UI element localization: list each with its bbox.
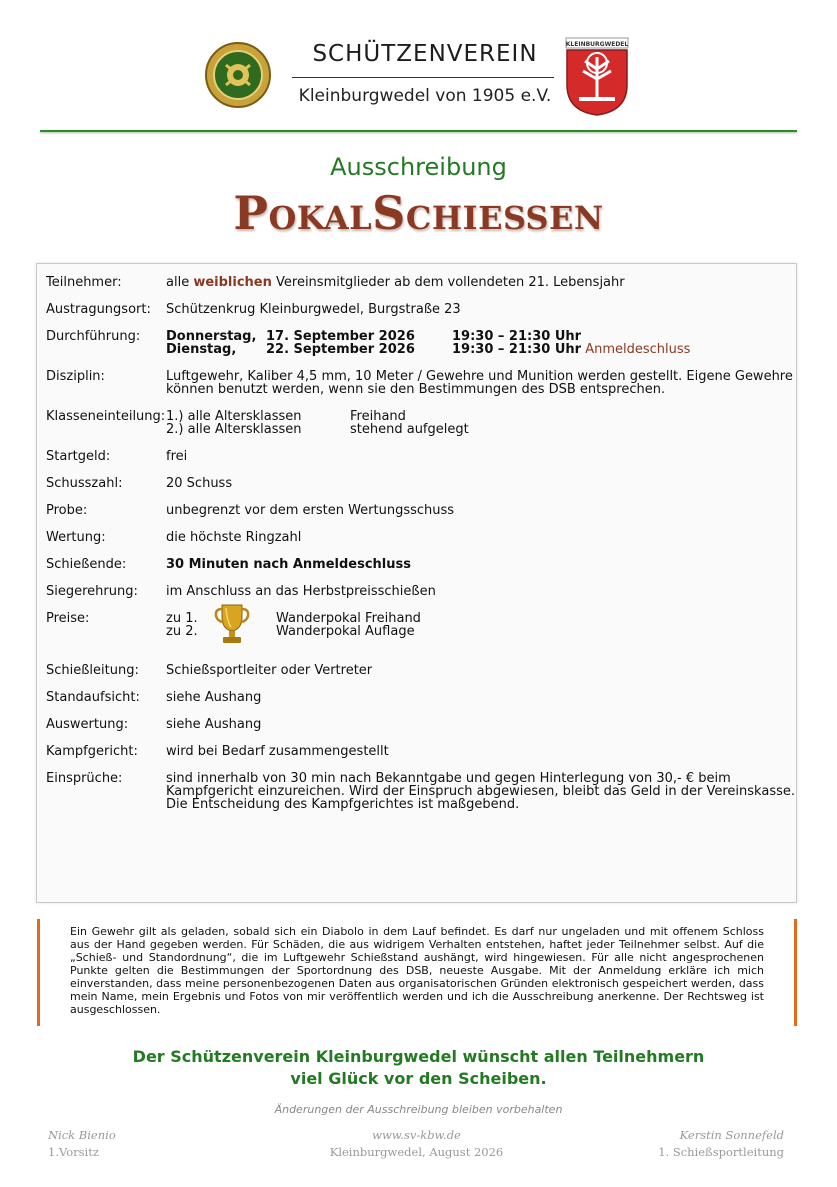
label-objections: Einsprüche: [46, 771, 123, 786]
registration-deadline: Anmeldeschluss [585, 342, 691, 357]
club-seal-icon [204, 37, 272, 117]
value-fee: frei [166, 449, 188, 464]
label-practice: Probe: [46, 503, 88, 518]
disclaimer-text: Ein Gewehr gilt als geladen, sobald sich ein Diabolo in dem Lauf befindet. Es darf nur ungeladen und mit offenem Schloss aus der Hand gegeben werden. Für Schäden, die aus widrigem Verhalten entstehen, haftet jeder Teilnehmer selbst. Auf die „Schieß- und Standordnung“, die im Luftgewehr Schießstand aushängt, wird hingewiesen. Für alle nicht angesprochenen Punkte gelten die Bestimmungen der Sportordnung des DSB, neueste Ausgabe. Mit der Anmeldung erkläre ich mich einverstanden, dass meine personenbezogenen Daten aus organisatorischen Gründen elektronisch gespeichert werden, dass mein Name, mein Ergebnis und Fotos von mir veröffentlich werden und ich die Ausschreibung anerkenne. Der Rechtsweg ist ausgeschlossen. [70, 925, 764, 1016]
label-lead: Schießleitung: [46, 663, 139, 678]
value-discipline-2: können benutzt werden, wenn sie den Bestimmungen des DSB entsprechen. [166, 382, 666, 397]
signer-right-role: 1. Schießsportleitung [658, 1145, 784, 1159]
value-end: 30 Minuten nach Anmeldeschluss [166, 557, 411, 572]
value-lead: Schießsportleiter oder Vertreter [166, 663, 373, 678]
label-classes: Klasseneinteilung: [46, 409, 166, 424]
crest-label: KLEINBURGWEDEL [565, 41, 629, 48]
participants-pre: alle [166, 275, 194, 290]
label-end: Schießende: [46, 557, 127, 572]
header-rule [40, 130, 797, 132]
prize-name: Wanderpokal Auflage [276, 624, 415, 639]
schedule-time: 19:30 – 21:30 Uhr [452, 342, 582, 357]
club-name: SCHÜTZENVEREIN [312, 41, 538, 67]
prize-2 [166, 624, 415, 639]
label-participants: Teilnehmer: [46, 275, 122, 290]
value-shots: 20 Schuss [166, 476, 233, 491]
label-scoring: Wertung: [46, 530, 106, 545]
schedule-day: Donnerstag, [166, 329, 257, 344]
participants-highlight: weiblichen [193, 275, 272, 290]
value-practice: unbegrenzt vor dem ersten Wertungsschuss [166, 503, 455, 518]
value-supervision: siehe Aushang [166, 690, 262, 705]
schedule-day: Dienstag, [166, 342, 237, 357]
header-divider [292, 77, 554, 78]
announcement-title: Ausschreibung [330, 153, 507, 181]
value-evaluation: siehe Aushang [166, 717, 262, 732]
footer-center [250, 1127, 583, 1161]
value-ceremony: im Anschluss an das Herbstpreisschießen [166, 584, 436, 599]
label-supervision: Standaufsicht: [46, 690, 140, 705]
label-shots: Schusszahl: [46, 476, 123, 491]
wish-line-2: viel Glück vor den Scheiben. [290, 1069, 547, 1088]
prize-place: zu 2. [166, 624, 198, 639]
label-discipline: Disziplin: [46, 369, 105, 384]
prize-name: Wanderpokal Freihand [276, 611, 421, 626]
label-prizes: Preise: [46, 611, 90, 626]
participants-post: Vereinsmitglieder ab dem vollendeten 21. Lebensjahr [271, 275, 625, 290]
label-venue: Austragungsort: [46, 302, 151, 317]
value-discipline-1: Luftgewehr, Kaliber 4,5 mm, 10 Meter / Gewehre und Munition werden gestellt. Eigene Gewehre [166, 369, 793, 384]
schedule-date-2 [166, 342, 691, 357]
event-title: PokalSchießen [233, 186, 604, 240]
value-scoring: die höchste Ringzahl [166, 530, 302, 545]
label-ceremony: Siegerehrung: [46, 584, 138, 599]
schedule-date: 22. September 2026 [266, 342, 415, 357]
footer-right [560, 1127, 784, 1161]
schedule-date: 17. September 2026 [266, 329, 415, 344]
label-jury: Kampfgericht: [46, 744, 138, 759]
value-venue: Schützenkrug Kleinburgwedel, Burgstraße 23 [166, 302, 461, 317]
website-link[interactable]: www.sv-kbw.de [372, 1128, 461, 1142]
value-objections-3: Die Entscheidung des Kampfgerichtes ist maßgebend. [166, 797, 520, 812]
class-name: 1.) alle Altersklassen [166, 409, 302, 424]
trophy-icon [214, 603, 250, 648]
place-date: Kleinburgwedel, August 2026 [329, 1145, 504, 1159]
value-objections-1: sind innerhalb von 30 min nach Bekanntgabe und gegen Hinterlegung von 30,- € beim [166, 771, 731, 786]
label-evaluation: Auswertung: [46, 717, 129, 732]
footer-left [48, 1127, 116, 1161]
signer-left-name: Nick Bienio [48, 1128, 116, 1142]
schedule-time: 19:30 – 21:30 Uhr [452, 329, 582, 344]
disclaimer-bar-left [37, 919, 40, 1026]
signer-right-name: Kerstin Sonnefeld [679, 1128, 784, 1142]
class-style: Freihand [350, 409, 406, 424]
coat-of-arms-icon [565, 37, 629, 117]
signer-left-role: 1.Vorsitz [48, 1145, 99, 1159]
class-name: 2.) alle Altersklassen [166, 422, 302, 437]
value-objections-2: Kampfgericht einzureichen. Wird der Einspruch abgewiesen, bleibt das Geld in der Vereinskasse. [166, 784, 795, 799]
club-subtitle: Kleinburgwedel von 1905 e.V. [298, 86, 552, 106]
class-style: stehend aufgelegt [350, 422, 469, 437]
label-fee: Startgeld: [46, 449, 111, 464]
changes-note: Änderungen der Ausschreibung bleiben vorbehalten [274, 1103, 563, 1116]
label-schedule: Durchführung: [46, 329, 141, 344]
disclaimer-bar-right [794, 919, 797, 1026]
class-2 [166, 422, 469, 437]
wish-line-1: Der Schützenverein Kleinburgwedel wünscht allen Teilnehmern [132, 1047, 705, 1066]
value-jury: wird bei Bedarf zusammengestellt [166, 744, 389, 759]
prize-place: zu 1. [166, 611, 198, 626]
